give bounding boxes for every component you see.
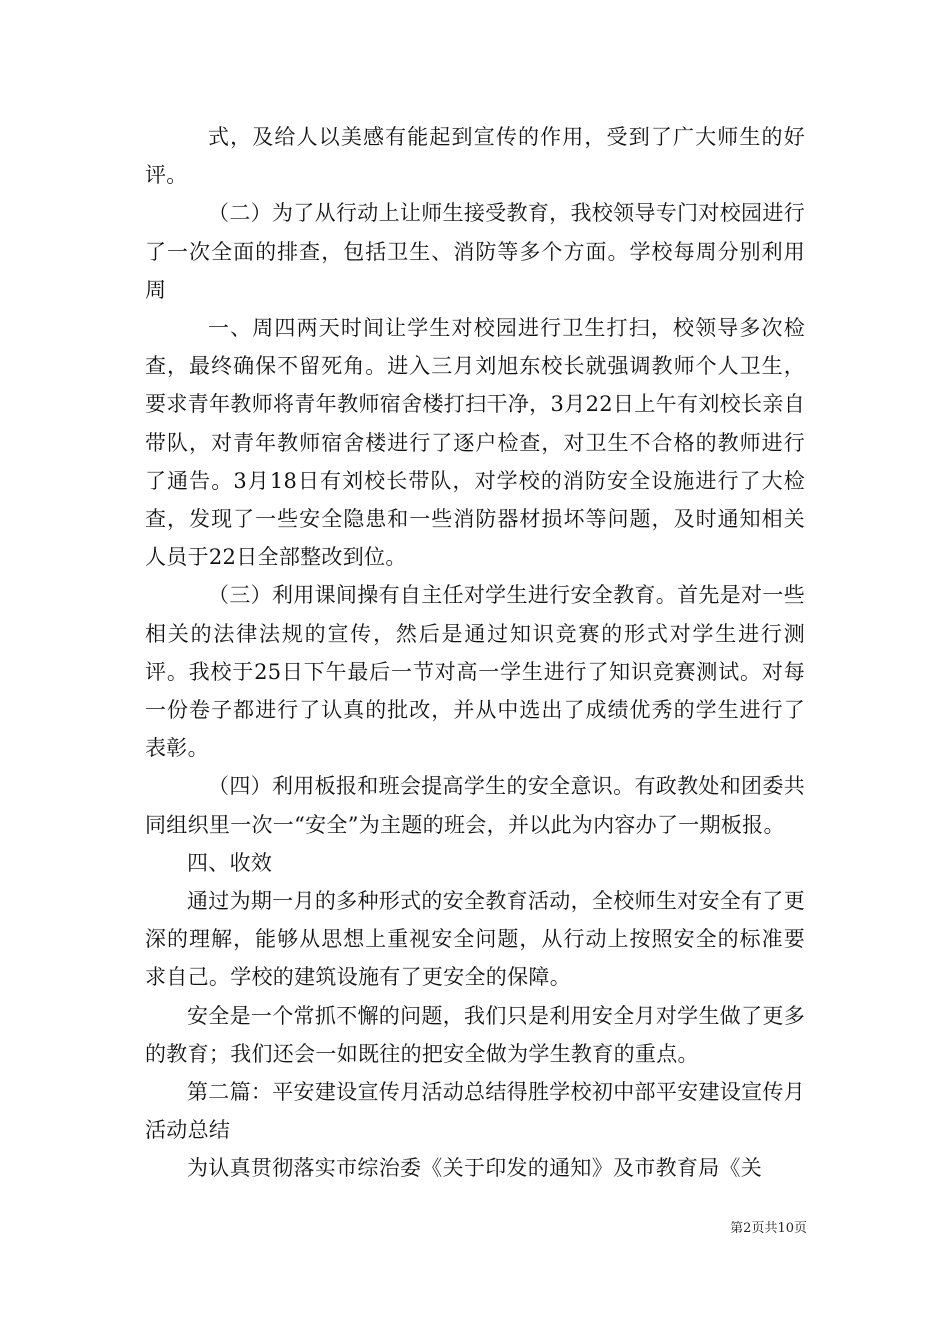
paragraph-4: （三）利用课间操有自主任对学生进行安全教育。首先是对一些相关的法律法规的宣传，然后是通过知识竞赛的形式对学生进行测评。我校于25日下午最后一节对高一学生进行了知识竞赛测试。对每一份卷子都进行了认真的批改，并从中选出了成绩优秀的学生进行了表彰。 <box>145 583 805 761</box>
paragraph-3: 一、周四两天时间让学生对校园进行卫生打扫，校领导多次检查，最终确保不留死角。进入三月刘旭东校长就强调教师个人卫生，要求青年教师将青年教师宿舍楼打扫干净，3月22日上午有刘校长亲自带队，对青年教师宿舍楼进行了逐户检查，对卫生不合格的教师进行了通告。3月18日有刘校长带队，对学校的消防安全设施进行了大检查，发现了一些安全隐患和一些消防器材损坏等问题，及时通知相关人员于22日全部整改到位。 <box>145 316 805 570</box>
section-heading-results: 四、收效 <box>187 850 273 875</box>
paragraph-2: （二）为了从行动上让师生接受教育，我校领导专门对校园进行了一次全面的排查，包括卫生、消防等多个方面。学校每周分别利用周 <box>145 201 805 302</box>
paragraph-10: 为认真贯彻落实市综治委《关于印发的通知》及市教育局《关 <box>187 1156 763 1181</box>
paragraph-5: （四）利用板报和班会提高学生的安全意识。有政教处和团委共同组织里一次一“安全”为主题的班会，并以此为内容办了一期板报。 <box>145 774 805 837</box>
page-number: 第2页共10页 <box>730 1221 807 1236</box>
article-title-second: 第二篇：平安建设宣传月活动总结得胜学校初中部平安建设宣传月活动总结 <box>145 1080 805 1143</box>
document-body <box>145 118 805 1188</box>
paragraph-1: 式，及给人以美感有能起到宣传的作用，受到了广大师生的好评。 <box>145 125 805 188</box>
paragraph-7: 通过为期一月的多种形式的安全教育活动，全校师生对安全有了更深的理解，能够从思想上重视安全问题，从行动上按照安全的标准要求自己。学校的建筑设施有了更安全的保障。 <box>145 889 805 990</box>
paragraph-8: 安全是一个常抓不懈的问题，我们只是利用安全月对学生做了更多的教育；我们还会一如既往的把安全做为学生教育的重点。 <box>145 1003 805 1066</box>
